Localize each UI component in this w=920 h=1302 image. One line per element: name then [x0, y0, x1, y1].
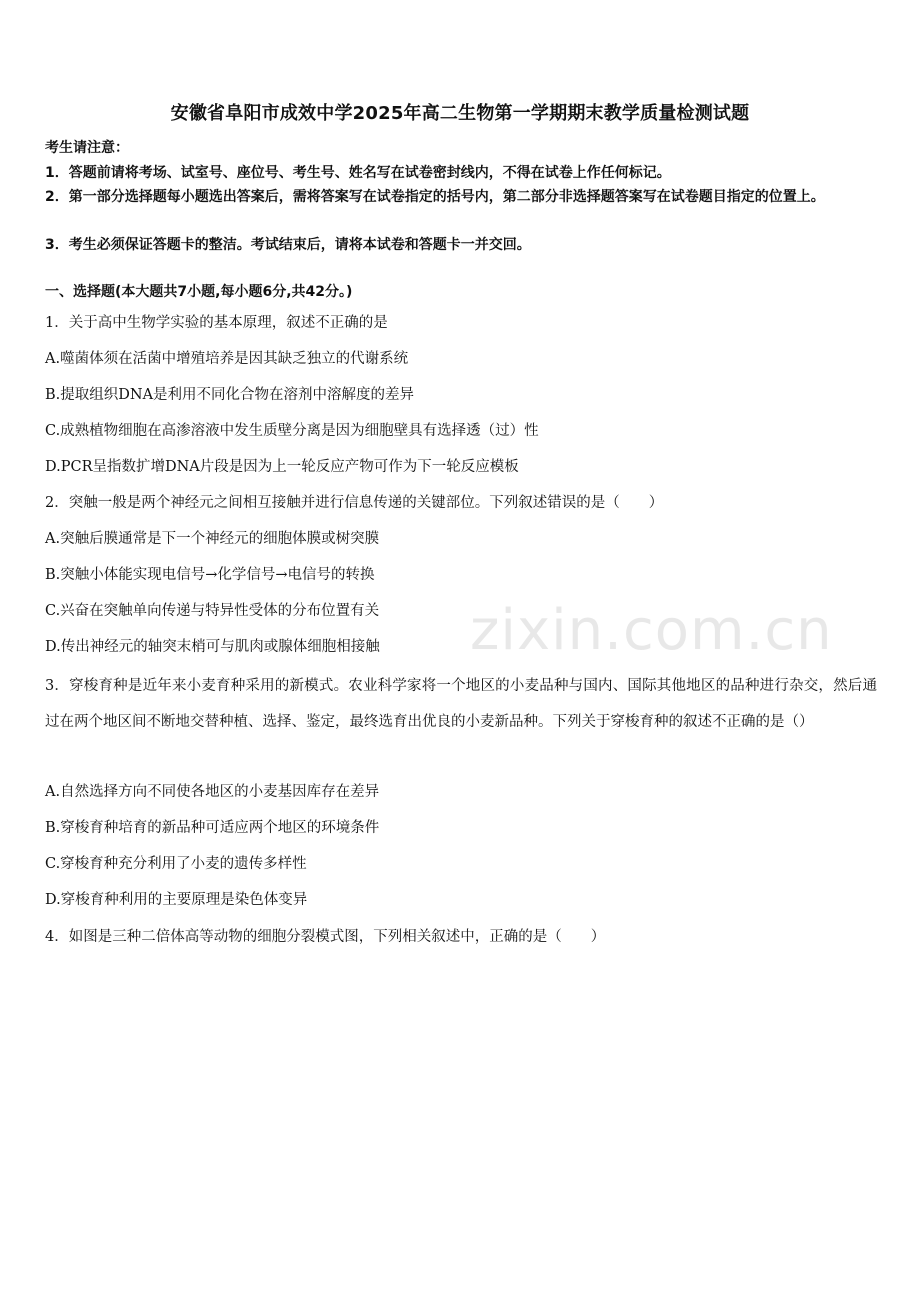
question-1-option-d: D.PCR呈指数扩增DNA片段是因为上一轮反应产物可作为下一轮反应模板 [45, 459, 519, 475]
question-3-option-a: A.自然选择方向不同使各地区的小麦基因库存在差异 [45, 784, 380, 800]
question-1-option-c: C.成熟植物细胞在高渗溶液中发生质壁分离是因为细胞壁具有选择透（过）性 [45, 423, 539, 439]
notice-item-1: 1．答题前请将考场、试室号、座位号、考生号、姓名写在试卷密封线内，不得在试卷上作任何标记。 [45, 165, 671, 181]
watermark: zixin.com.cn [470, 598, 833, 663]
question-2-stem: 2．突触一般是两个神经元之间相互接触并进行信息传递的关键部位。下列叙述错误的是（ ） [45, 495, 664, 511]
question-1-option-b: B.提取组织DNA是利用不同化合物在溶剂中溶解度的差异 [45, 387, 415, 403]
question-1-stem: 1．关于高中生物学实验的基本原理，叙述不正确的是 [45, 315, 388, 331]
question-3-option-b: B.穿梭育种培育的新品种可适应两个地区的环境条件 [45, 820, 380, 836]
question-2-option-d: D.传出神经元的轴突末梢可与肌肉或腺体细胞相接触 [45, 639, 380, 655]
question-3-option-c: C.穿梭育种充分利用了小麦的遗传多样性 [45, 856, 307, 872]
section-heading: 一、选择题(本大题共7小题,每小题6分,共42分。) [45, 284, 353, 300]
question-4-stem: 4．如图是三种二倍体高等动物的细胞分裂模式图，下列相关叙述中，正确的是（ ） [45, 929, 606, 945]
question-3-stem: 3．穿梭育种是近年来小麦育种采用的新模式。农业科学家将一个地区的小麦品种与国内、国际其他地区的品种进行杂交，然后通过在两个地区间不断地交替种植、选择、鉴定，最终选育出优良的小麦新品种。下列关于穿梭育种的叙述不正确的是（） [45, 678, 877, 730]
document-title: 安徽省阜阳市成效中学2025年高二生物第一学期期末教学质量检测试题 [170, 103, 750, 124]
notice-heading: 考生请注意： [45, 140, 129, 156]
question-2-option-c: C.兴奋在突触单向传递与特异性受体的分布位置有关 [45, 603, 380, 619]
question-1-option-a: A.噬菌体须在活菌中增殖培养是因其缺乏独立的代谢系统 [45, 351, 409, 367]
notice-item-2: 2．第一部分选择题每小题选出答案后，需将答案写在试卷指定的括号内，第二部分非选择题答案写在试卷题目指定的位置上。 [45, 189, 825, 205]
notice-item-3: 3．考生必须保证答题卡的整洁。考试结束后，请将本试卷和答题卡一并交回。 [45, 237, 531, 253]
question-3-option-d: D.穿梭育种利用的主要原理是染色体变异 [45, 892, 308, 908]
question-2-option-a: A.突触后膜通常是下一个神经元的细胞体膜或树突膜 [45, 531, 380, 547]
question-2-option-b: B.突触小体能实现电信号→化学信号→电信号的转换 [45, 567, 375, 583]
